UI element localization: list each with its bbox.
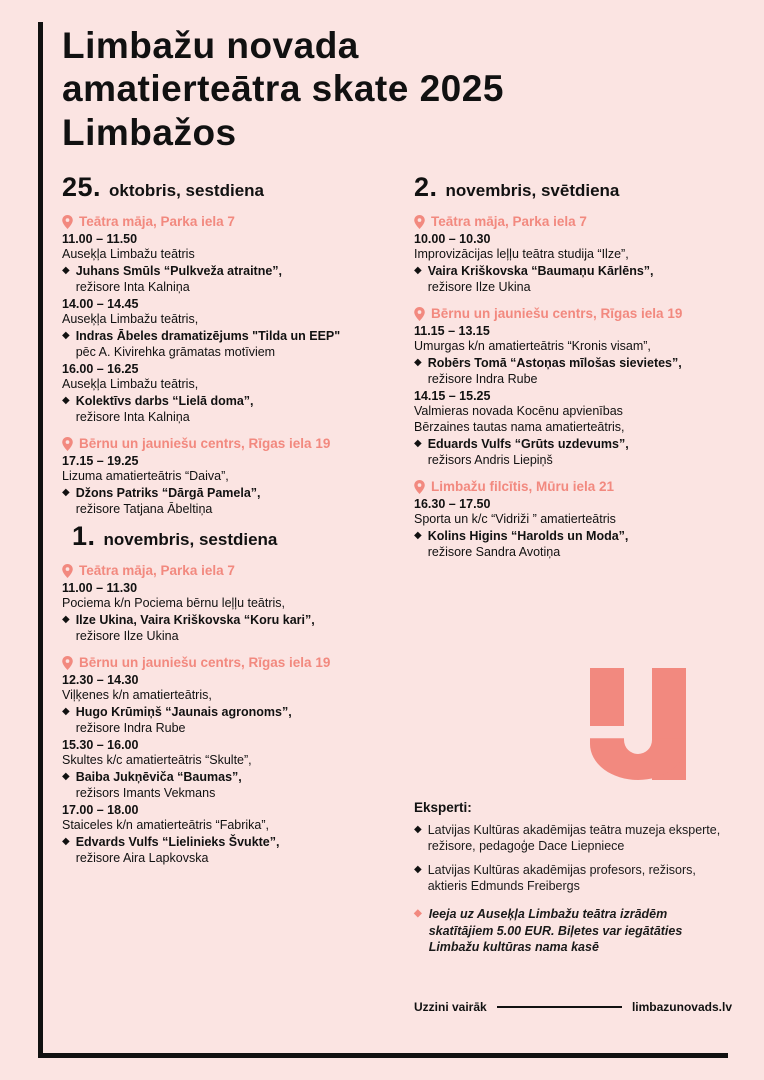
slot-time: 16.00 – 16.25 [62, 362, 139, 376]
diamond-bullet-icon: ◆ [62, 706, 70, 717]
slot-troupe: Auseķļa Limbažu teātris, [62, 377, 199, 391]
slot-troupe: Umurgas k/n amatierteātris “Kronis visam”, [414, 339, 651, 353]
slot-play-body [76, 328, 340, 360]
slot-play [414, 263, 734, 295]
day-group [62, 172, 382, 517]
day-group [62, 521, 382, 866]
diamond-bullet-icon: ◆ [62, 395, 70, 406]
venue-heading [414, 479, 734, 494]
slot-play [62, 769, 382, 801]
slot-director: režisore Inta Kalniņa [75, 280, 190, 294]
slot-play-title: Kolins Higins “Harolds un Moda”, [427, 529, 629, 543]
slot-play-title: Vaira Kriškovska “Baumaņu Kārlēns”, [427, 264, 654, 278]
slot-troupe: Sporta un k/c “Vidriži ” amatierteātris [414, 512, 616, 526]
day-heading [414, 172, 734, 203]
diamond-bullet-icon: ◆ [62, 836, 70, 847]
slot-play-title: Baiba Jukņēviča “Baumas”, [75, 770, 242, 784]
venue-name: Bērnu un jauniešu centrs, Rīgas iela 19 [79, 436, 331, 451]
slot-play-title: Indras Ābeles dramatizējums "Tilda un EEP" [75, 329, 341, 343]
slot-play-body [76, 263, 282, 295]
diamond-bullet-icon: ◆ [414, 863, 422, 875]
location-pin-icon [414, 480, 425, 494]
slot-director: režisore Ilze Ukina [75, 629, 179, 643]
slot-play-title: Robērs Tomā “Astoņas mīlošas sievietes”, [427, 356, 682, 370]
footer [414, 1000, 732, 1014]
venue-name: Limbažu filcītis, Mūru iela 21 [431, 479, 615, 494]
slot-time: 14.00 – 14.45 [62, 297, 139, 311]
diamond-bullet-icon: ◆ [414, 438, 422, 449]
slot-play-body [76, 834, 280, 866]
day-heading [62, 521, 382, 552]
slot-time: 11.00 – 11.30 [62, 581, 138, 595]
expert-item [414, 822, 732, 855]
slot-play-title: Edvards Vulfs “Lielinieks Švukte”, [75, 835, 280, 849]
slot-time: 16.30 – 17.50 [414, 497, 491, 511]
frame-bottom-bar [38, 1053, 728, 1058]
footer-left-label: Uzzini vairāk [414, 1000, 487, 1014]
slot-director: režisore Sandra Avotiņa [427, 545, 561, 559]
slot-time: 12.30 – 14.30 [62, 673, 139, 687]
slot-time: 14.15 – 15.25 [414, 389, 491, 403]
day-number: 1. [72, 521, 104, 551]
location-pin-icon [62, 437, 73, 451]
day-name: novembris, svētdiena [445, 181, 620, 200]
footer-website[interactable]: limbazunovads.lv [631, 1000, 732, 1014]
diamond-bullet-icon: ◆ [62, 614, 70, 625]
slot-troupe: Lizuma amatierteātris “Daiva”, [62, 469, 229, 483]
slot-director: režisore Aira Lapkovska [75, 851, 209, 865]
venue-name: Teātra māja, Parka iela 7 [79, 214, 235, 229]
slot-play-body [76, 769, 242, 801]
venue-heading [62, 563, 382, 578]
slot-director: režisore Inta Kalniņa [75, 410, 190, 424]
day-name: oktobris, sestdiena [109, 181, 264, 200]
slot-play-body [428, 355, 682, 387]
slot-play [414, 436, 734, 468]
slot-play-body [428, 263, 654, 295]
day-name: novembris, sestdiena [103, 530, 278, 549]
diamond-bullet-icon: ◆ [62, 771, 70, 782]
slot-troupe: Viļķenes k/n amatierteātris, [62, 688, 212, 702]
title-line-3: Limbažos [62, 111, 237, 153]
day-group [414, 172, 734, 560]
schedule-column-right [414, 172, 734, 564]
title-line-2: amatierteātra skate 2025 [62, 68, 504, 110]
diamond-bullet-icon: ◆ [62, 487, 70, 498]
theatre-mask-logo [590, 668, 730, 780]
slot-director: režisore Ilze Ukina [427, 280, 531, 294]
slot-play-body [76, 393, 254, 425]
logo-notch [624, 668, 652, 754]
footer-rule [497, 1006, 622, 1008]
slot-play [62, 834, 382, 866]
slot-play [62, 485, 382, 517]
diamond-bullet-icon: ◆ [414, 908, 422, 919]
location-pin-icon [414, 215, 425, 229]
diamond-bullet-icon: ◆ [62, 330, 70, 341]
slot-play [62, 393, 382, 425]
diamond-bullet-icon: ◆ [62, 265, 70, 276]
slot-time: 10.00 – 10.30 [414, 232, 491, 246]
day-heading [62, 172, 382, 203]
expert-item [414, 862, 732, 895]
slot-troupe: Pociema k/n Pociema bērnu leļļu teātris, [62, 596, 286, 610]
diamond-bullet-icon: ◆ [414, 265, 422, 276]
slot-director: režisore Indra Rube [75, 721, 186, 735]
experts-heading: Eksperti: [414, 800, 472, 815]
slot-play-body [76, 485, 261, 517]
diamond-bullet-icon: ◆ [414, 357, 422, 368]
location-pin-icon [62, 564, 73, 578]
experts-section [414, 800, 732, 956]
slot-play [62, 263, 382, 295]
slot-play-body [76, 704, 292, 736]
venue-heading [62, 214, 382, 229]
slot-director: pēc A. Kivirehka grāmatas motīviem [75, 345, 276, 359]
slot-play [414, 528, 734, 560]
slot-play [62, 328, 382, 360]
slot-play [62, 612, 382, 644]
expert-text: Latvijas Kultūras akadēmijas profesors, režisors, aktieris Edmunds Freibergs [427, 862, 696, 893]
venue-name: Bērnu un jauniešu centrs, Rīgas iela 19 [79, 655, 331, 670]
slot-troupe: Staiceles k/n amatierteātris “Fabrika”, [62, 818, 270, 832]
slot-troupe: Auseķļa Limbažu teātris, [62, 312, 199, 326]
logo-left-stem [590, 668, 624, 726]
venue-name: Bērnu un jauniešu centrs, Rīgas iela 19 [431, 306, 683, 321]
slot-time: 11.15 – 13.15 [414, 324, 490, 338]
slot-troupe: Improvizācijas leļļu teātra studija “Ilze”, [414, 247, 629, 261]
slot-play [62, 704, 382, 736]
slot-play-body [76, 612, 315, 644]
slot-play-body [428, 528, 629, 560]
location-pin-icon [62, 656, 73, 670]
diamond-bullet-icon: ◆ [414, 824, 422, 835]
slot-play-body [428, 436, 629, 468]
day-number: 25. [62, 172, 110, 202]
slot-time: 17.15 – 19.25 [62, 454, 139, 468]
slot-play-title: Juhans Smūls “Pulkveža atraitne”, [75, 264, 283, 278]
slot-troupe-cont: Bērzaines tautas nama amatierteātris, [414, 420, 625, 434]
page-title [62, 24, 722, 154]
venue-heading [414, 214, 734, 229]
slot-time: 11.00 – 11.50 [62, 232, 138, 246]
diamond-bullet-icon: ◆ [414, 530, 422, 541]
frame-left-bar [38, 22, 43, 1058]
slot-play-title: Kolektīvs darbs “Lielā doma”, [75, 394, 254, 408]
slot-play [414, 355, 734, 387]
slot-play-title: Ilze Ukina, Vaira Kriškovska “Koru kari”, [75, 613, 315, 627]
slot-troupe: Skultes k/c amatierteātris “Skulte”, [62, 753, 252, 767]
expert-text: Latvijas Kultūras akadēmijas teātra muzeja eksperte, režisore, pedagoģe Dace Liepniece [427, 823, 721, 854]
slot-director: režisore Indra Rube [427, 372, 538, 386]
slot-play-title: Eduards Vulfs “Grūts uzdevums”, [427, 437, 629, 451]
day-number: 2. [414, 172, 446, 202]
title-line-1: Limbažu novada [62, 25, 359, 66]
venue-name: Teātra māja, Parka iela 7 [79, 563, 235, 578]
slot-director: režisors Imants Vekmans [75, 786, 216, 800]
location-pin-icon [414, 307, 425, 321]
slot-troupe: Valmieras novada Kocēnu apvienības [414, 404, 623, 418]
slot-play-title: Džons Patriks “Dārgā Pamela”, [75, 486, 261, 500]
slot-play-title: Hugo Krūmiņš “Jaunais agronoms”, [75, 705, 292, 719]
ticket-note [414, 906, 732, 956]
venue-name: Teātra māja, Parka iela 7 [431, 214, 587, 229]
venue-heading [414, 306, 734, 321]
ticket-note-text: Ieeja uz Auseķļa Limbažu teātra izrādēm skatītājiem 5.00 EUR. Biļetes var iegātāties Limbažu kultūras nama kasē [428, 907, 683, 954]
schedule-column-left [62, 172, 382, 870]
slot-time: 15.30 – 16.00 [62, 738, 139, 752]
slot-director: režisors Andris Liepiņš [427, 453, 553, 467]
venue-heading [62, 655, 382, 670]
slot-director: režisore Tatjana Ābeltiņa [75, 502, 213, 516]
venue-heading [62, 436, 382, 451]
slot-time: 17.00 – 18.00 [62, 803, 139, 817]
location-pin-icon [62, 215, 73, 229]
slot-troupe: Auseķļa Limbažu teātris [62, 247, 195, 261]
